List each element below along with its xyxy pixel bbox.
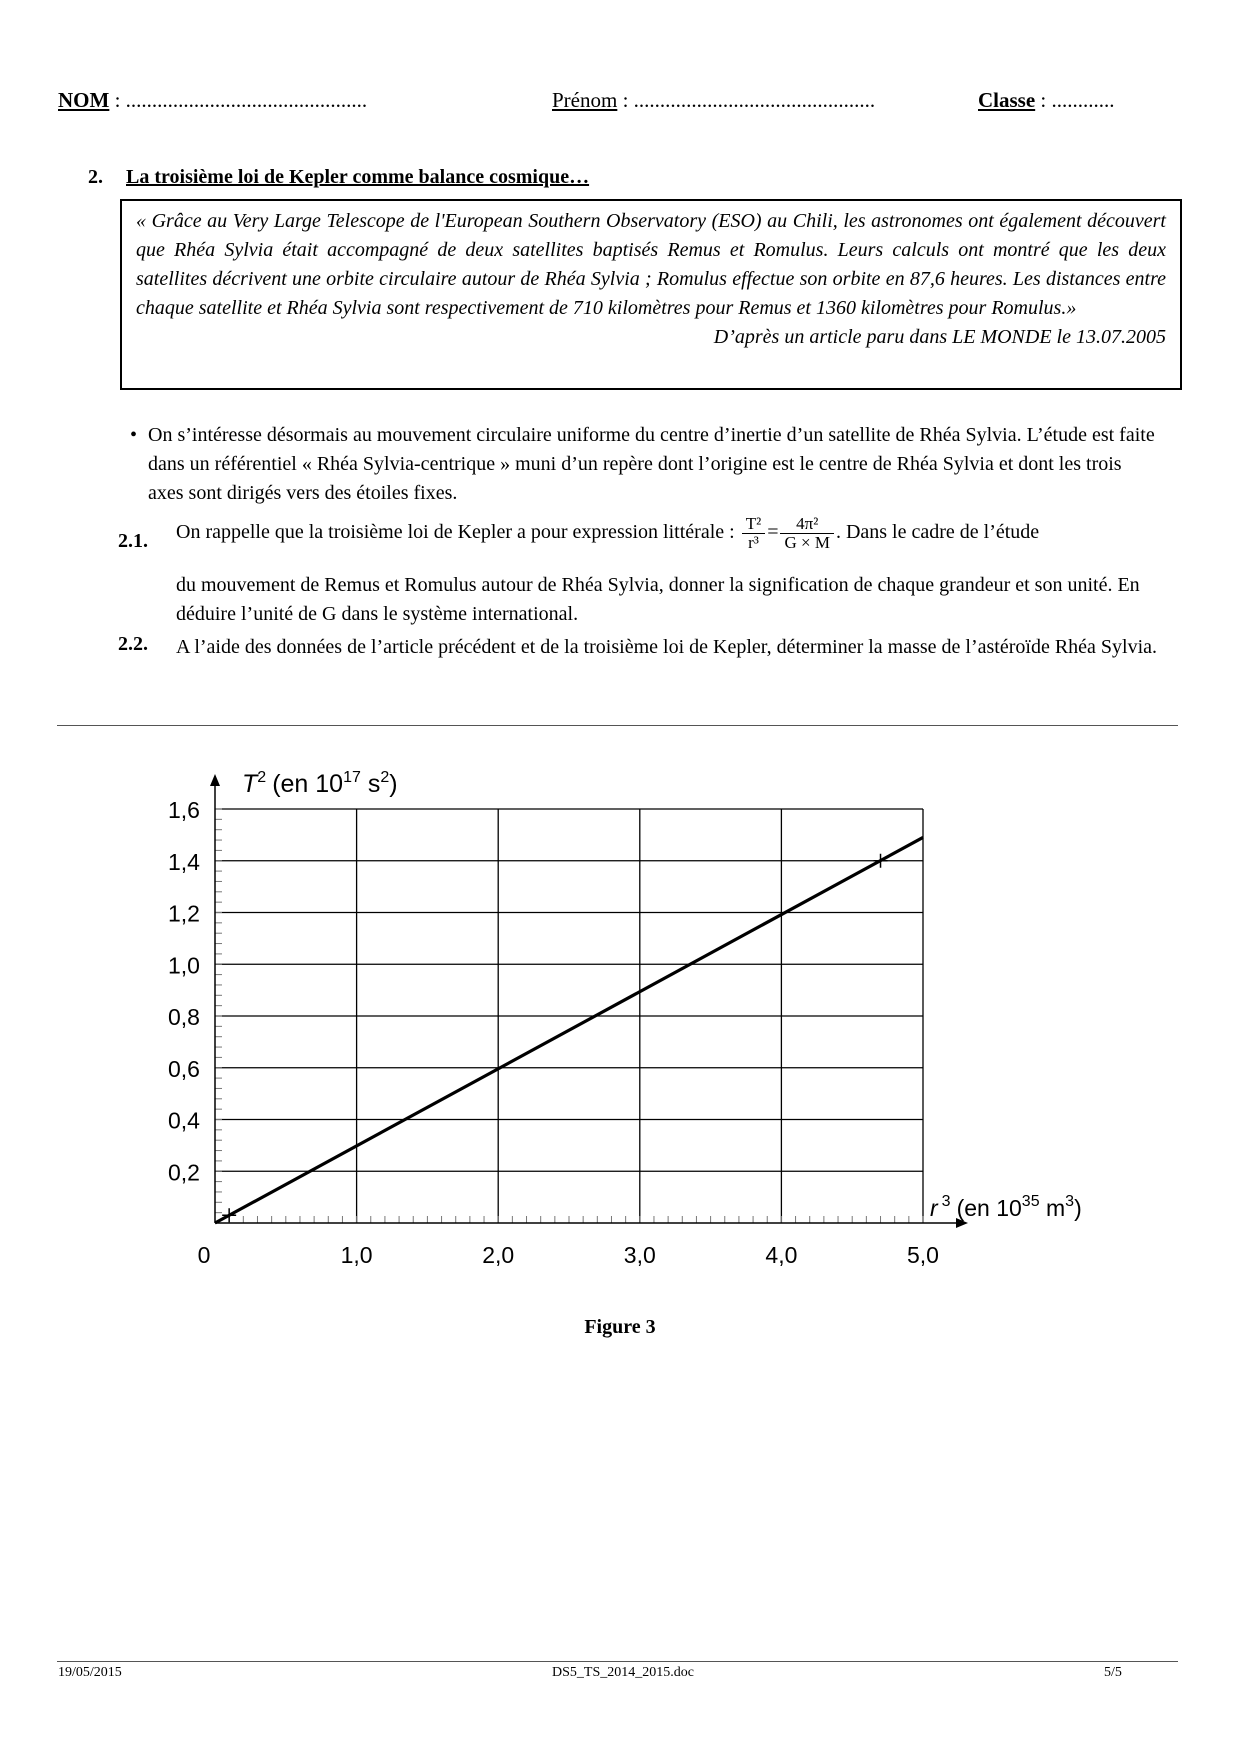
footer-page-number: 5/5 <box>1104 1665 1122 1680</box>
y-tick-label: 0,6 <box>168 1055 200 1082</box>
formula-left-numerator: T² <box>742 515 765 534</box>
y-tick-label: 1,2 <box>168 900 200 927</box>
y-tick-label: 1,6 <box>168 797 200 823</box>
chart-series <box>215 837 923 1223</box>
article-quote-text: « Grâce au Very Large Telescope de l'European Southern Observatory (ESO) au Chili, les astronomes ont également découvert que Rhéa Sylvia était accompagné de deux satellites baptisés Remus et Romulus. Leurs calculs ont montré que les deux satellites décrivent une orbite circulaire autour de Rhéa Sylvia ; Romulus effectue son orbite en 87,6 heures. Les distances entre chaque satellite et Rhéa Sylvia sont respectivement de 710 kilomètres pour Remus et 1360 kilomètres pour Romulus.» <box>136 210 1166 319</box>
x-axis-label: r $^3$ (en $10^{35}$ $m^3$) <box>930 1193 1082 1221</box>
question-2-2-text: A l’aide des données de l’article précédent et de la troisième loi de Kepler, déterminer la masse de l’astéroïde Rhéa Sylvia. <box>176 636 1158 658</box>
formula-right-denominator: G × M <box>784 533 830 552</box>
y-axis-label: $T^2$ (en $10^{17}$ $s^2$) <box>242 769 398 798</box>
chart-grid <box>215 809 923 1223</box>
y-axis-arrow <box>210 774 220 786</box>
formula-right-numerator: 4π² <box>780 515 833 534</box>
question-2-1-first-line <box>176 515 1039 552</box>
x-tick-label: 0 <box>197 1242 211 1268</box>
kepler-chart <box>0 760 1240 1280</box>
data-point-marker <box>874 854 888 868</box>
formula-right-fraction <box>780 515 833 552</box>
x-tick-label: 1,0 <box>340 1242 373 1268</box>
y-tick-label: 1,4 <box>168 848 200 875</box>
formula-left-fraction <box>742 515 765 552</box>
bullet-paragraph: On s’intéresse désormais au mouvement circulaire uniforme du centre d’inertie d’un satellite de Rhéa Sylvia. L’étude est faite dans un référentiel « Rhéa Sylvia-centrique » muni d’un repère dont l’origine est le centre de Rhéa Sylvia et dont les trois axes sont dirigés vers des étoiles fixes. <box>148 424 1155 504</box>
formula-equals: = <box>767 521 779 544</box>
name-dots: : .............................................. <box>109 88 368 112</box>
x-tick-label: 5,0 <box>907 1242 939 1268</box>
section-separator <box>57 725 1178 726</box>
question-2-1-text-before: On rappelle que la troisième loi de Kepler a pour expression littérale : <box>176 521 735 544</box>
y-tick-label: 0,4 <box>168 1107 200 1134</box>
formula-left-denominator: r³ <box>748 533 759 552</box>
class-dots: : ............ <box>1035 88 1115 112</box>
y-tick-label: 0,2 <box>168 1159 200 1186</box>
y-tick-label: 0,8 <box>168 1004 200 1030</box>
question-2-2-number: 2.2. <box>118 633 148 655</box>
chart-axes <box>210 774 968 1228</box>
x-tick-label: 2,0 <box>482 1242 515 1268</box>
footer-date: 19/05/2015 <box>58 1665 122 1680</box>
question-2-1-continued: du mouvement de Remus et Romulus autour de Rhéa Sylvia, donner la signification de chaque grandeur et son unité. En déduire l’unité de G dans le système international. <box>176 574 1140 625</box>
bullet-icon: • <box>130 424 138 446</box>
question-2-1-text-after: . Dans le cadre de l’étude <box>835 521 1040 544</box>
x-tick-label: 3,0 <box>623 1242 656 1268</box>
class-field <box>978 88 1115 113</box>
footer-separator <box>57 1661 1178 1662</box>
y-tick-label: 1,0 <box>168 952 200 979</box>
article-source: D’après un article paru dans LE MONDE le 13.07.2005 <box>713 326 1166 348</box>
question-2-1-number: 2.1. <box>118 530 148 552</box>
section-heading <box>88 166 589 189</box>
class-label: Classe <box>978 88 1036 112</box>
firstname-field <box>552 88 875 113</box>
name-label: NOM <box>58 88 110 112</box>
section-title: La troisième loi de Kepler comme balance cosmique… <box>126 166 590 188</box>
footer-filename: DS5_TS_2014_2015.doc <box>552 1665 694 1680</box>
series-line <box>215 837 923 1223</box>
section-number: 2. <box>88 166 103 188</box>
firstname-label: Prénom <box>552 88 618 112</box>
article-quote-box <box>120 199 1182 390</box>
chart-tick-labels <box>168 797 939 1268</box>
figure-caption: Figure 3 <box>584 1316 656 1338</box>
x-tick-label: 4,0 <box>765 1242 798 1268</box>
firstname-dots: : .............................................. <box>617 88 876 112</box>
name-field <box>58 88 367 113</box>
data-point-marker <box>222 1208 236 1222</box>
